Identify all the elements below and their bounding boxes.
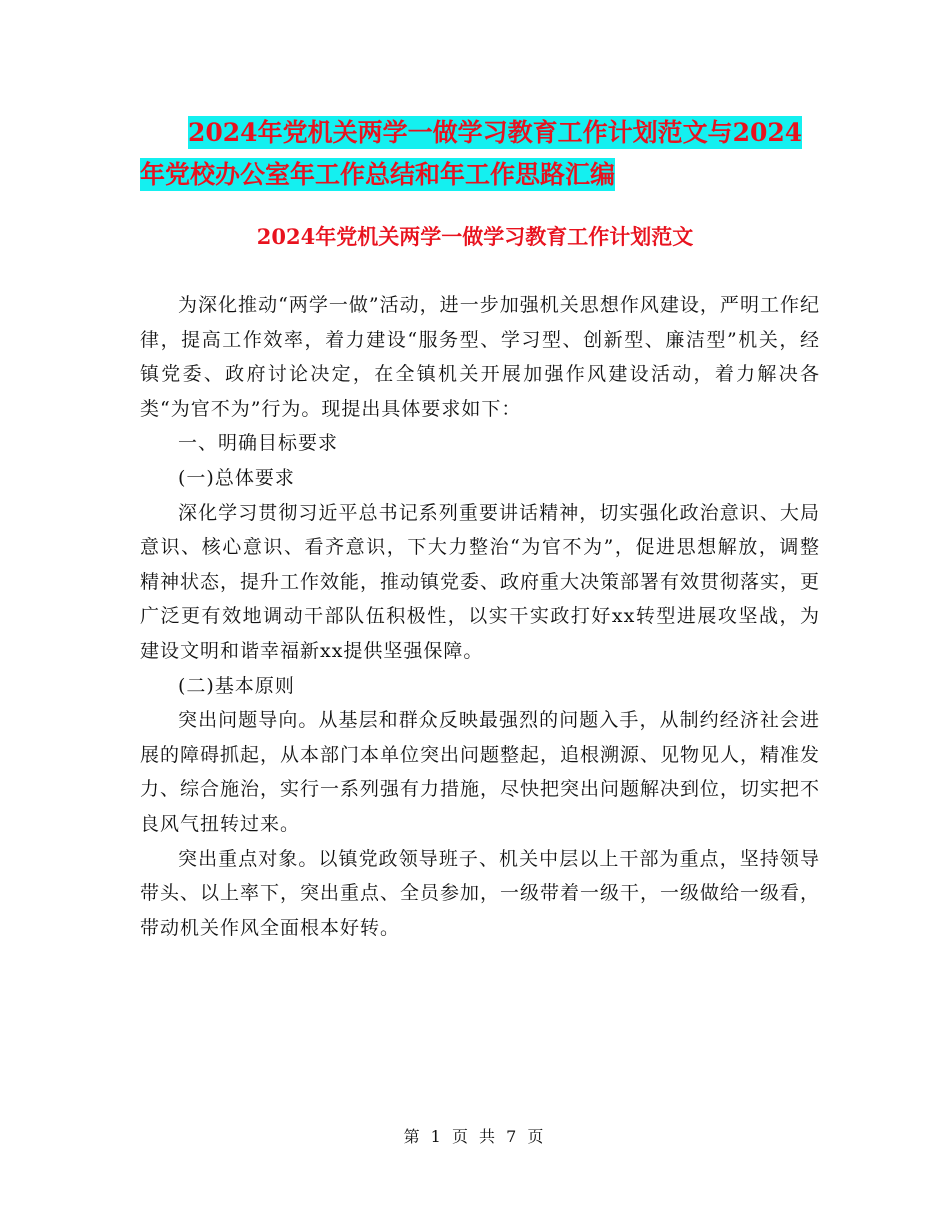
principle-problem-oriented-paragraph: 突出问题导向。从基层和群众反映最强烈的问题入手，从制约经济社会进展的障碍抓起，从本部门本单位突出问题整起，追根溯源、见物见人，精准发力、综合施治，实行一系列强有力措施，尽快把突出问题解决到位，切实把不良风气扭转过来。 — [140, 709, 821, 835]
subheading-basic-principles: (二)基本原则 — [178, 674, 295, 697]
heading-objectives: 一、明确目标要求 — [178, 432, 339, 455]
document-title-line-2 — [140, 154, 820, 196]
title-highlight-2: 年党校办公室年工作总结和年工作思路汇编 — [140, 160, 616, 189]
document-body — [140, 288, 820, 945]
document-title-line-1 — [140, 112, 820, 154]
intro-paragraph: 为深化推动“两学一做”活动，进一步加强机关思想作风建设，严明工作纪律，提高工作效率，着力建设“服务型、学习型、创新型、廉洁型”机关，经镇党委、政府讨论决定，在全镇机关开展加强作风建设活动，着力解决各类“为官不为”行为。现提出具体要求如下： — [140, 294, 820, 420]
principle-key-targets-paragraph: 突出重点对象。以镇党政领导班子、机关中层以上干部为重点，坚持领导带头、以上率下，突出重点、全员参加，一级带着一级干，一级做给一级看，带动机关作风全面根本好转。 — [140, 847, 821, 939]
page-footer: 第 1 页 共 7 页 — [403, 1127, 547, 1146]
title-highlight-1: 2024年党机关两学一做学习教育工作计划范文与2024 — [188, 118, 803, 147]
section-title: 2024年党机关两学一做学习教育工作计划范文 — [256, 224, 694, 249]
document-title — [140, 112, 820, 196]
subheading-general-requirements: (一)总体要求 — [178, 466, 295, 489]
general-requirements-paragraph: 深化学习贯彻习近平总书记系列重要讲话精神，切实强化政治意识、大局意识、核心意识、看齐意识，下大力整治“为官不为”，促进思想解放，调整精神状态，提升工作效能，推动镇党委、政府重大决策部署有效贯彻落实，更广泛更有效地调动干部队伍积极性，以实干实政打好xx转型进展攻坚战，为建设文明和谐幸福新xx提供坚强保障。 — [140, 501, 821, 662]
